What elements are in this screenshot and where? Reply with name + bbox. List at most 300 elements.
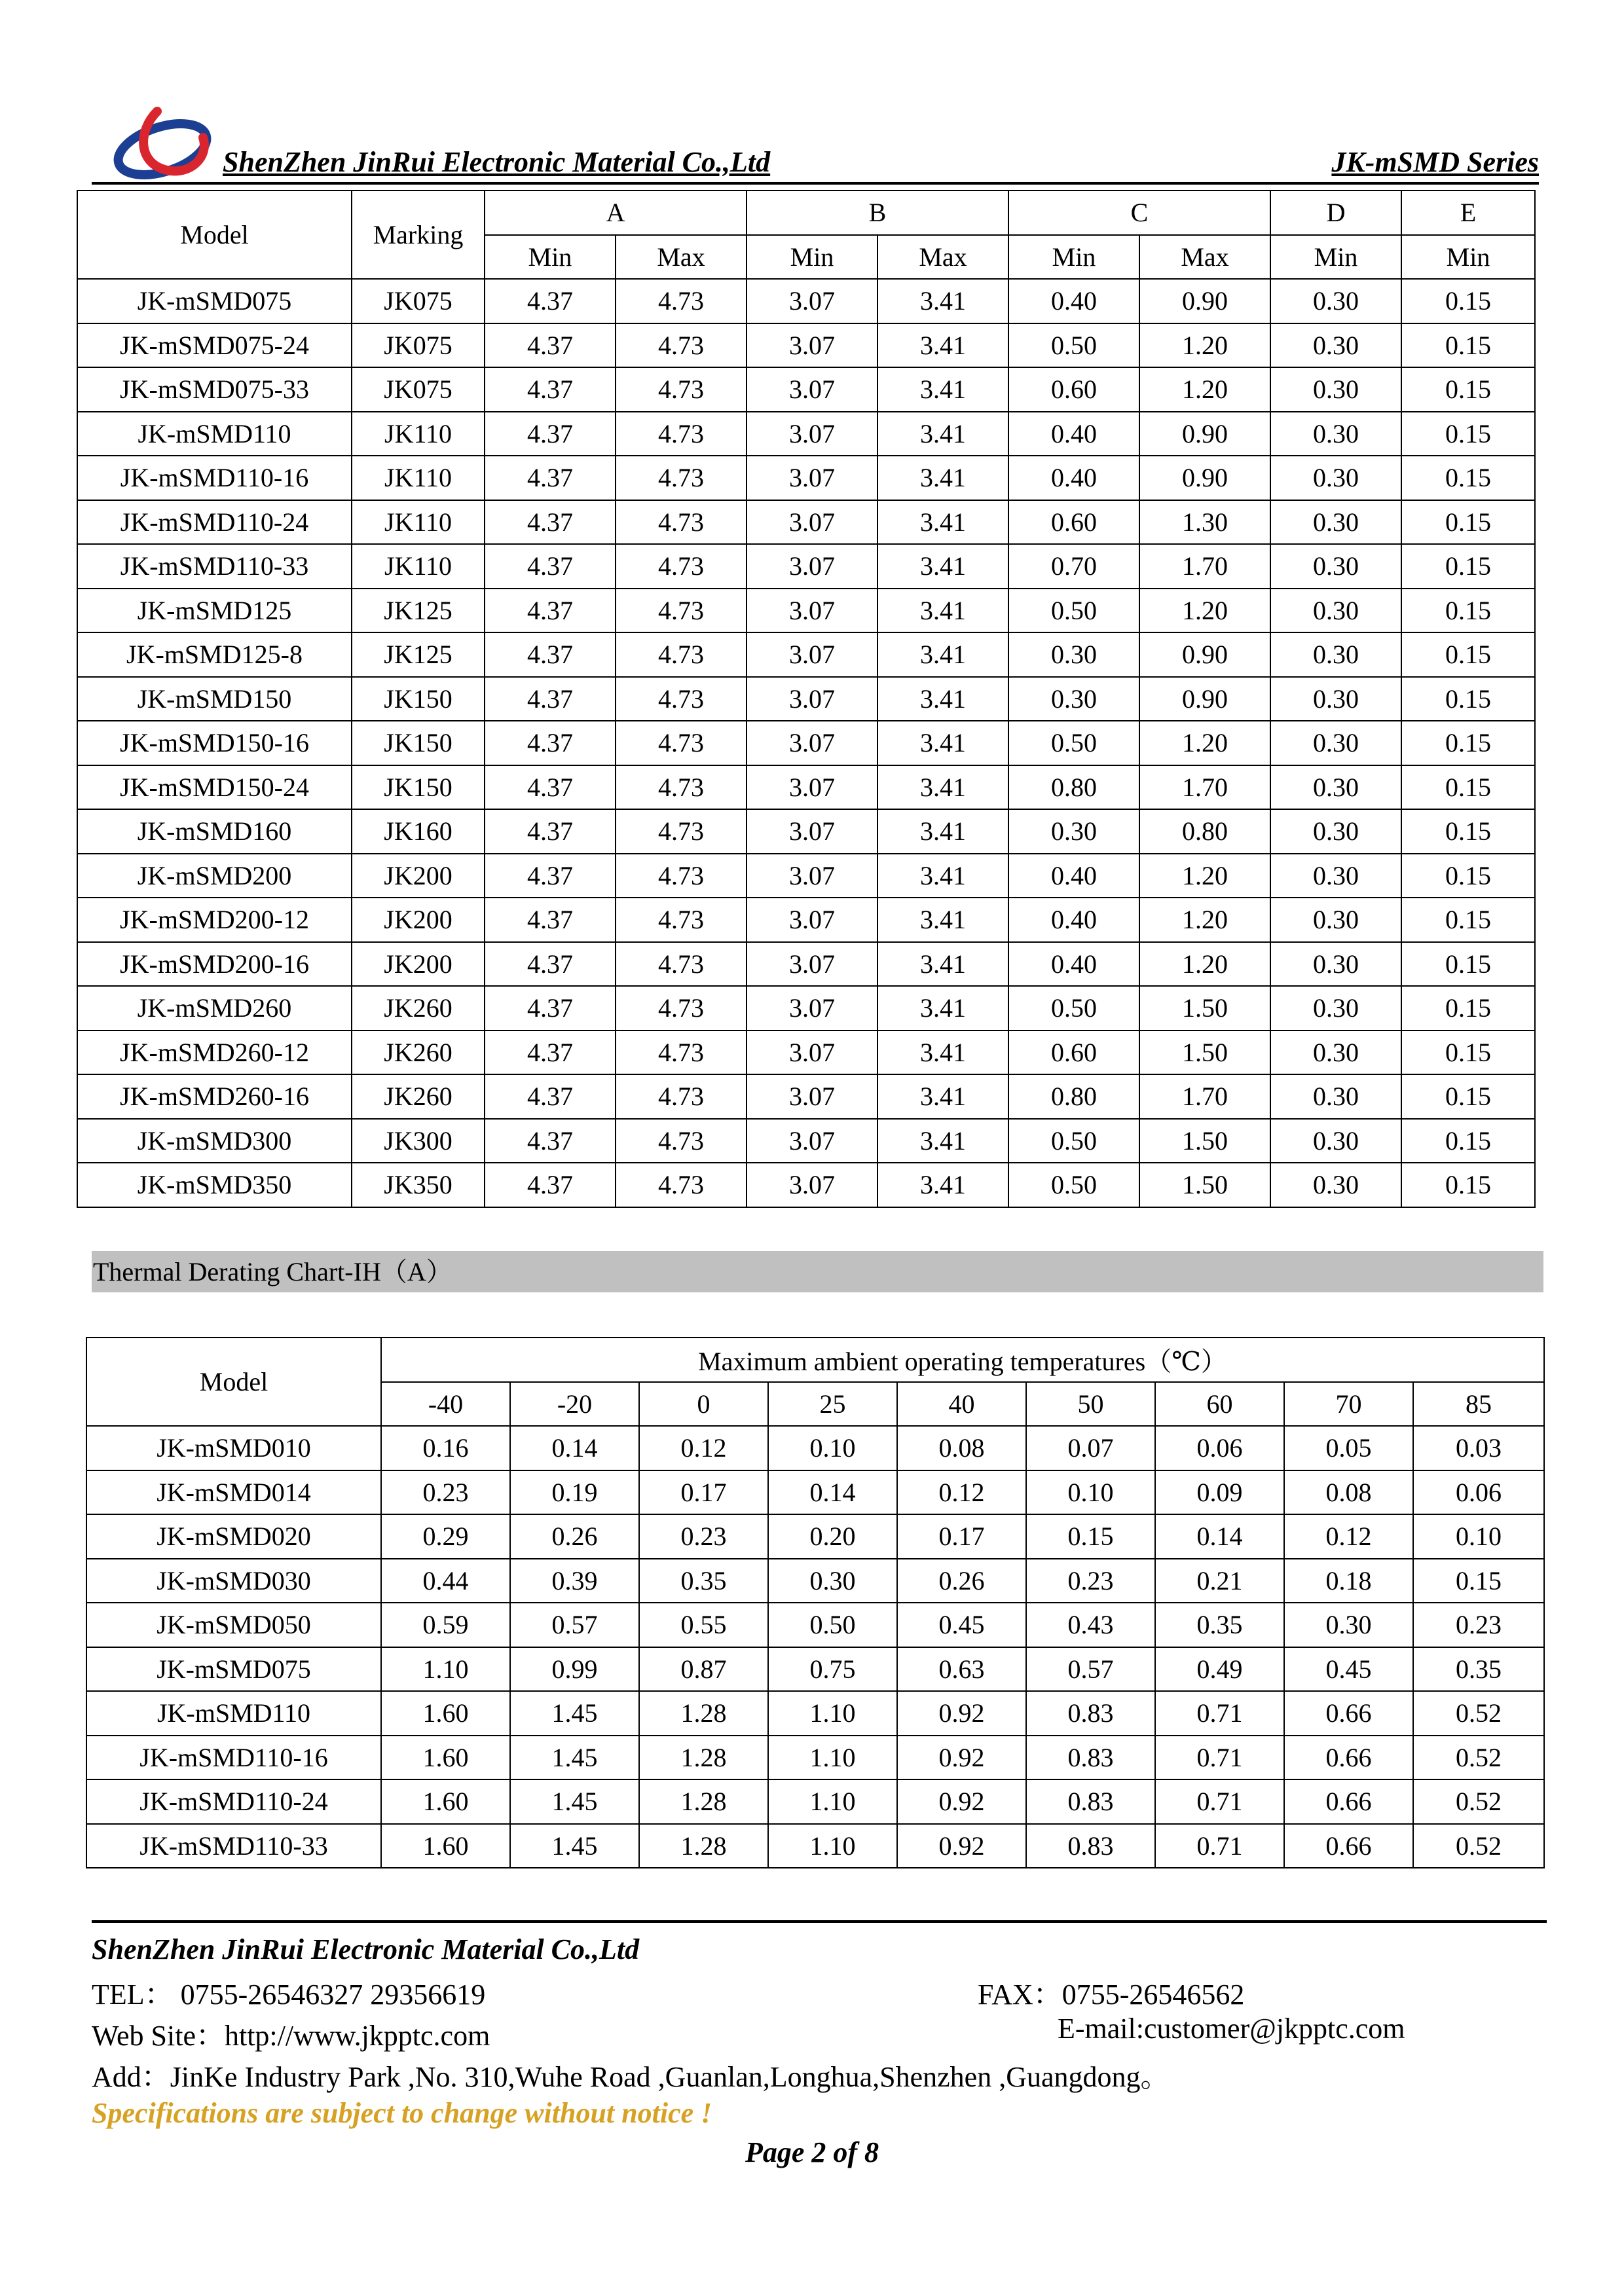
table-row [86, 1647, 1544, 1692]
dimension-cell: 4.73 [616, 632, 747, 677]
model-cell: JK-mSMD300 [77, 1119, 352, 1163]
dimension-cell: 0.15 [1401, 1030, 1535, 1075]
temperature-header: 50 [1026, 1382, 1155, 1427]
current-value-cell: 0.83 [1026, 1736, 1155, 1780]
current-value-cell: 0.08 [1284, 1470, 1413, 1515]
table-row [86, 1603, 1544, 1647]
dimension-cell: 3.07 [747, 367, 877, 412]
current-value-cell: 0.23 [1413, 1603, 1544, 1647]
dimension-cell: 0.60 [1008, 1030, 1139, 1075]
dims-group-e: E [1401, 191, 1535, 235]
dimension-cell: 0.30 [1008, 632, 1139, 677]
dimension-cell: 4.73 [616, 942, 747, 987]
table-row [77, 279, 1535, 323]
dims-sub-header: Min [1008, 235, 1139, 280]
current-value-cell: 0.09 [1155, 1470, 1284, 1515]
model-cell: JK-mSMD014 [86, 1470, 381, 1515]
dimension-cell: 4.37 [485, 323, 616, 368]
dimension-cell: 0.30 [1270, 765, 1401, 810]
header-divider [92, 182, 1539, 185]
model-cell: JK-mSMD075-24 [77, 323, 352, 368]
dimension-cell: 4.37 [485, 412, 616, 456]
dimension-cell: 0.50 [1008, 589, 1139, 633]
dimension-cell: 3.07 [747, 1030, 877, 1075]
dimension-cell: 0.90 [1139, 456, 1270, 500]
current-value-cell: 0.10 [1026, 1470, 1155, 1515]
temperature-header: -20 [510, 1382, 639, 1427]
dimension-cell: 3.07 [747, 721, 877, 765]
dimension-cell: 3.41 [877, 279, 1008, 323]
current-value-cell: 1.10 [768, 1736, 897, 1780]
current-value-cell: 0.17 [897, 1514, 1026, 1559]
model-cell: JK-mSMD125 [77, 589, 352, 633]
company-logo-icon [111, 105, 229, 183]
current-value-cell: 0.52 [1413, 1779, 1544, 1824]
marking-cell: JK075 [352, 367, 485, 412]
dimension-cell: 3.07 [747, 412, 877, 456]
current-value-cell: 0.30 [1284, 1603, 1413, 1647]
table-row [77, 986, 1535, 1030]
table-row [77, 589, 1535, 633]
dimension-cell: 3.07 [747, 500, 877, 545]
dimension-cell: 3.41 [877, 809, 1008, 854]
model-cell: JK-mSMD160 [77, 809, 352, 854]
dimension-cell: 3.41 [877, 1163, 1008, 1207]
dimension-cell: 1.20 [1139, 898, 1270, 942]
dimension-cell: 3.41 [877, 1030, 1008, 1075]
current-value-cell: 1.10 [381, 1647, 510, 1692]
dimension-cell: 0.30 [1270, 677, 1401, 721]
dimension-cell: 3.41 [877, 1119, 1008, 1163]
dimension-cell: 3.07 [747, 942, 877, 987]
model-cell: JK-mSMD110-33 [77, 544, 352, 589]
dimension-cell: 0.15 [1401, 279, 1535, 323]
dimension-cell: 0.30 [1270, 456, 1401, 500]
dimension-cell: 3.07 [747, 854, 877, 898]
dimension-cell: 0.15 [1401, 323, 1535, 368]
dimension-cell: 4.73 [616, 589, 747, 633]
dimension-cell: 3.07 [747, 809, 877, 854]
model-cell: JK-mSMD200-16 [77, 942, 352, 987]
dimension-cell: 0.30 [1008, 677, 1139, 721]
dimension-cell: 3.41 [877, 898, 1008, 942]
dimension-cell: 0.15 [1401, 456, 1535, 500]
dimension-cell: 4.37 [485, 898, 616, 942]
footer-fax: FAX：0755-26546562 [978, 1978, 1245, 2011]
current-value-cell: 0.23 [1026, 1559, 1155, 1603]
marking-cell: JK150 [352, 765, 485, 810]
dimension-cell: 0.30 [1270, 1074, 1401, 1119]
model-cell: JK-mSMD200 [77, 854, 352, 898]
current-value-cell: 0.12 [1284, 1514, 1413, 1559]
dimension-cell: 0.15 [1401, 942, 1535, 987]
current-value-cell: 0.06 [1413, 1470, 1544, 1515]
dimension-cell: 4.37 [485, 632, 616, 677]
dims-sub-header: Max [616, 235, 747, 280]
dimension-cell: 3.07 [747, 1119, 877, 1163]
dimension-cell: 0.30 [1270, 1163, 1401, 1207]
dims-col-model: Model [77, 191, 352, 279]
dimension-cell: 0.30 [1270, 367, 1401, 412]
dimension-cell: 0.50 [1008, 721, 1139, 765]
dimension-cell: 1.50 [1139, 1119, 1270, 1163]
dimension-cell: 3.07 [747, 456, 877, 500]
dimension-cell: 0.15 [1401, 1119, 1535, 1163]
current-value-cell: 0.52 [1413, 1736, 1544, 1780]
table-row [77, 721, 1535, 765]
model-cell: JK-mSMD110-16 [77, 456, 352, 500]
dimension-cell: 0.50 [1008, 986, 1139, 1030]
dimension-cell: 3.07 [747, 632, 877, 677]
dimension-cell: 0.30 [1270, 898, 1401, 942]
current-value-cell: 0.30 [768, 1559, 897, 1603]
marking-cell: JK110 [352, 544, 485, 589]
current-value-cell: 0.21 [1155, 1559, 1284, 1603]
dimension-cell: 3.41 [877, 412, 1008, 456]
table-row [86, 1824, 1544, 1868]
dimension-cell: 0.80 [1008, 765, 1139, 810]
model-cell: JK-mSMD110-33 [86, 1824, 381, 1868]
dimension-cell: 0.15 [1401, 412, 1535, 456]
current-value-cell: 0.49 [1155, 1647, 1284, 1692]
current-value-cell: 1.28 [639, 1736, 768, 1780]
dimension-cell: 0.60 [1008, 367, 1139, 412]
current-value-cell: 0.92 [897, 1736, 1026, 1780]
dimension-cell: 0.15 [1401, 367, 1535, 412]
dimension-cell: 0.40 [1008, 854, 1139, 898]
dimension-cell: 1.50 [1139, 986, 1270, 1030]
dimension-cell: 3.41 [877, 456, 1008, 500]
temperature-header: 0 [639, 1382, 768, 1427]
current-value-cell: 0.07 [1026, 1426, 1155, 1470]
table-row [77, 809, 1535, 854]
dimension-cell: 0.40 [1008, 412, 1139, 456]
current-value-cell: 0.71 [1155, 1736, 1284, 1780]
dims-sub-header: Max [1139, 235, 1270, 280]
dimension-cell: 0.30 [1270, 500, 1401, 545]
dims-header-row-1 [77, 191, 1535, 235]
table-row [77, 412, 1535, 456]
dimension-cell: 0.40 [1008, 279, 1139, 323]
model-cell: JK-mSMD075 [77, 279, 352, 323]
marking-cell: JK110 [352, 500, 485, 545]
dimension-cell: 0.90 [1139, 279, 1270, 323]
marking-cell: JK150 [352, 677, 485, 721]
dimension-cell: 0.30 [1270, 412, 1401, 456]
dimension-cell: 3.07 [747, 986, 877, 1030]
dimension-cell: 3.07 [747, 589, 877, 633]
dimension-cell: 3.41 [877, 323, 1008, 368]
dimension-cell: 4.73 [616, 1030, 747, 1075]
dimension-cell: 4.73 [616, 765, 747, 810]
dimension-cell: 0.40 [1008, 898, 1139, 942]
dimension-cell: 1.20 [1139, 942, 1270, 987]
dimension-cell: 1.20 [1139, 589, 1270, 633]
marking-cell: JK110 [352, 412, 485, 456]
dimension-cell: 0.50 [1008, 1119, 1139, 1163]
dimension-cell: 3.41 [877, 589, 1008, 633]
current-value-cell: 0.71 [1155, 1691, 1284, 1736]
table-row [86, 1514, 1544, 1559]
model-cell: JK-mSMD125-8 [77, 632, 352, 677]
dims-group-c: C [1008, 191, 1270, 235]
current-value-cell: 1.45 [510, 1691, 639, 1736]
current-value-cell: 0.45 [897, 1603, 1026, 1647]
table-row [77, 323, 1535, 368]
marking-cell: JK075 [352, 279, 485, 323]
dimension-cell: 1.20 [1139, 854, 1270, 898]
current-value-cell: 0.08 [897, 1426, 1026, 1470]
table-row [77, 898, 1535, 942]
model-cell: JK-mSMD030 [86, 1559, 381, 1603]
current-value-cell: 1.45 [510, 1824, 639, 1868]
table-row [86, 1736, 1544, 1780]
current-value-cell: 0.52 [1413, 1824, 1544, 1868]
dimension-cell: 1.50 [1139, 1030, 1270, 1075]
model-cell: JK-mSMD110-24 [77, 500, 352, 545]
dimension-cell: 0.40 [1008, 456, 1139, 500]
dimension-cell: 4.73 [616, 544, 747, 589]
temperature-header: 60 [1155, 1382, 1284, 1427]
model-cell: JK-mSMD260-16 [77, 1074, 352, 1119]
dimension-cell: 4.37 [485, 677, 616, 721]
dimension-cell: 4.73 [616, 854, 747, 898]
current-value-cell: 0.14 [768, 1470, 897, 1515]
model-cell: JK-mSMD075-33 [77, 367, 352, 412]
current-value-cell: 1.10 [768, 1779, 897, 1824]
marking-cell: JK260 [352, 1074, 485, 1119]
current-value-cell: 1.10 [768, 1824, 897, 1868]
dimension-cell: 4.37 [485, 986, 616, 1030]
marking-cell: JK200 [352, 942, 485, 987]
derating-temp-header: Maximum ambient operating temperatures（℃） [381, 1338, 1544, 1382]
dimension-cell: 3.41 [877, 854, 1008, 898]
derating-header-row-1 [86, 1338, 1544, 1382]
current-value-cell: 0.92 [897, 1691, 1026, 1736]
marking-cell: JK125 [352, 632, 485, 677]
thermal-derating-section-title: Thermal Derating Chart-IH（A） [92, 1251, 1543, 1292]
table-row [77, 1119, 1535, 1163]
dimension-cell: 4.73 [616, 898, 747, 942]
dimension-cell: 4.73 [616, 412, 747, 456]
dimension-cell: 3.41 [877, 765, 1008, 810]
header-series-name: JK-mSMD Series [1331, 146, 1539, 178]
current-value-cell: 0.66 [1284, 1824, 1413, 1868]
dimension-cell: 4.37 [485, 1119, 616, 1163]
page-number: Page 2 of 8 [745, 2136, 879, 2168]
dimension-cell: 1.70 [1139, 765, 1270, 810]
model-cell: JK-mSMD020 [86, 1514, 381, 1559]
footer-website[interactable]: Web Site：http://www.jkpptc.com [92, 2020, 490, 2052]
table-row [77, 765, 1535, 810]
derating-col-model: Model [86, 1338, 381, 1426]
dimension-cell: 0.50 [1008, 1163, 1139, 1207]
footer-company-name: ShenZhen JinRui Electronic Material Co.,Ltd [92, 1933, 640, 1965]
dimension-cell: 4.37 [485, 721, 616, 765]
current-value-cell: 0.75 [768, 1647, 897, 1692]
current-value-cell: 0.05 [1284, 1426, 1413, 1470]
current-value-cell: 0.66 [1284, 1691, 1413, 1736]
dimension-cell: 0.60 [1008, 500, 1139, 545]
marking-cell: JK150 [352, 721, 485, 765]
current-value-cell: 0.26 [897, 1559, 1026, 1603]
dimension-cell: 0.70 [1008, 544, 1139, 589]
current-value-cell: 0.99 [510, 1647, 639, 1692]
dimension-cell: 4.73 [616, 721, 747, 765]
dimension-cell: 0.30 [1270, 721, 1401, 765]
dimension-cell: 0.15 [1401, 677, 1535, 721]
current-value-cell: 0.59 [381, 1603, 510, 1647]
current-value-cell: 0.10 [768, 1426, 897, 1470]
dimension-cell: 3.07 [747, 898, 877, 942]
temperature-header: 25 [768, 1382, 897, 1427]
dimension-cell: 0.15 [1401, 854, 1535, 898]
marking-cell: JK075 [352, 323, 485, 368]
current-value-cell: 0.83 [1026, 1779, 1155, 1824]
footer-notice: Specifications are subject to change without notice ! [92, 2097, 712, 2129]
dimension-cell: 4.73 [616, 677, 747, 721]
table-row [77, 942, 1535, 987]
dimension-cell: 3.07 [747, 323, 877, 368]
table-row [86, 1559, 1544, 1603]
dimension-cell: 4.37 [485, 942, 616, 987]
current-value-cell: 0.35 [1413, 1647, 1544, 1692]
dimension-cell: 1.20 [1139, 367, 1270, 412]
dimension-cell: 0.15 [1401, 500, 1535, 545]
dimension-cell: 4.73 [616, 456, 747, 500]
table-row [77, 544, 1535, 589]
dimension-cell: 4.37 [485, 1030, 616, 1075]
table-row [86, 1691, 1544, 1736]
dimension-cell: 4.37 [485, 1074, 616, 1119]
footer-email[interactable]: E-mail:customer@jkpptc.com [1058, 2013, 1405, 2045]
dimension-cell: 0.80 [1139, 809, 1270, 854]
dimension-cell: 4.73 [616, 323, 747, 368]
current-value-cell: 0.23 [639, 1514, 768, 1559]
table-row [77, 677, 1535, 721]
dims-group-b: B [747, 191, 1008, 235]
temperature-header: 40 [897, 1382, 1026, 1427]
current-value-cell: 0.63 [897, 1647, 1026, 1692]
current-value-cell: 0.52 [1413, 1691, 1544, 1736]
model-cell: JK-mSMD110-16 [86, 1736, 381, 1780]
current-value-cell: 0.71 [1155, 1824, 1284, 1868]
marking-cell: JK200 [352, 898, 485, 942]
current-value-cell: 0.57 [1026, 1647, 1155, 1692]
dimension-cell: 3.07 [747, 677, 877, 721]
current-value-cell: 0.16 [381, 1426, 510, 1470]
current-value-cell: 0.23 [381, 1470, 510, 1515]
footer-divider [92, 1920, 1547, 1923]
table-row [77, 854, 1535, 898]
dimension-cell: 4.37 [485, 809, 616, 854]
dimension-cell: 3.41 [877, 942, 1008, 987]
dimension-cell: 0.30 [1270, 1119, 1401, 1163]
current-value-cell: 0.14 [510, 1426, 639, 1470]
marking-cell: JK110 [352, 456, 485, 500]
dimension-cell: 0.15 [1401, 986, 1535, 1030]
dimension-cell: 0.30 [1270, 323, 1401, 368]
dimension-cell: 4.73 [616, 986, 747, 1030]
dimension-cell: 1.20 [1139, 721, 1270, 765]
table-row [77, 456, 1535, 500]
dimension-cell: 0.30 [1008, 809, 1139, 854]
dimension-cell: 3.41 [877, 677, 1008, 721]
dimension-cell: 4.73 [616, 500, 747, 545]
temperature-header: 85 [1413, 1382, 1544, 1427]
table-row [86, 1779, 1544, 1824]
dimension-cell: 3.07 [747, 1074, 877, 1119]
model-cell: JK-mSMD150 [77, 677, 352, 721]
header-company-name: ShenZhen JinRui Electronic Material Co.,Ltd [223, 146, 771, 178]
footer-telephone: TEL： 0755-26546327 29356619 [92, 1978, 486, 2011]
footer-address: Add：JinKe Industry Park ,No. 310,Wuhe Road ,Guanlan,Longhua,Shenzhen ,Guangdong。 [92, 2061, 1170, 2093]
current-value-cell: 1.28 [639, 1824, 768, 1868]
current-value-cell: 1.28 [639, 1779, 768, 1824]
dimension-cell: 0.90 [1139, 632, 1270, 677]
table-row [77, 367, 1535, 412]
model-cell: JK-mSMD110 [77, 412, 352, 456]
dimension-cell: 3.41 [877, 500, 1008, 545]
dimension-cell: 0.30 [1270, 809, 1401, 854]
dimension-cell: 4.37 [485, 279, 616, 323]
dimension-cell: 1.30 [1139, 500, 1270, 545]
dimension-cell: 3.41 [877, 367, 1008, 412]
table-row [86, 1426, 1544, 1470]
current-value-cell: 0.39 [510, 1559, 639, 1603]
current-value-cell: 0.45 [1284, 1647, 1413, 1692]
current-value-cell: 1.60 [381, 1824, 510, 1868]
dimension-cell: 3.41 [877, 544, 1008, 589]
dimension-cell: 4.73 [616, 1119, 747, 1163]
table-row [77, 1074, 1535, 1119]
current-value-cell: 0.71 [1155, 1779, 1284, 1824]
current-value-cell: 1.60 [381, 1691, 510, 1736]
dims-group-a: A [485, 191, 747, 235]
current-value-cell: 0.10 [1413, 1514, 1544, 1559]
current-value-cell: 0.19 [510, 1470, 639, 1515]
current-value-cell: 1.28 [639, 1691, 768, 1736]
current-value-cell: 0.92 [897, 1779, 1026, 1824]
dimension-cell: 0.30 [1270, 589, 1401, 633]
current-value-cell: 0.26 [510, 1514, 639, 1559]
dimension-cell: 0.15 [1401, 809, 1535, 854]
dimension-cell: 3.07 [747, 1163, 877, 1207]
model-cell: JK-mSMD110 [86, 1691, 381, 1736]
temperature-header: -40 [381, 1382, 510, 1427]
dimension-cell: 0.90 [1139, 677, 1270, 721]
marking-cell: JK160 [352, 809, 485, 854]
dimension-cell: 4.73 [616, 1163, 747, 1207]
model-cell: JK-mSMD200-12 [77, 898, 352, 942]
dimension-cell: 3.41 [877, 986, 1008, 1030]
current-value-cell: 0.44 [381, 1559, 510, 1603]
dimension-cell: 3.07 [747, 765, 877, 810]
current-value-cell: 0.43 [1026, 1603, 1155, 1647]
table-row [77, 500, 1535, 545]
dimension-cell: 4.37 [485, 854, 616, 898]
model-cell: JK-mSMD075 [86, 1647, 381, 1692]
marking-cell: JK125 [352, 589, 485, 633]
dimension-cell: 4.37 [485, 456, 616, 500]
dims-sub-header: Max [877, 235, 1008, 280]
dimension-cell: 0.30 [1270, 632, 1401, 677]
model-cell: JK-mSMD350 [77, 1163, 352, 1207]
dimension-cell: 0.15 [1401, 632, 1535, 677]
current-value-cell: 0.66 [1284, 1736, 1413, 1780]
dims-sub-header: Min [747, 235, 877, 280]
dimension-cell: 0.15 [1401, 721, 1535, 765]
